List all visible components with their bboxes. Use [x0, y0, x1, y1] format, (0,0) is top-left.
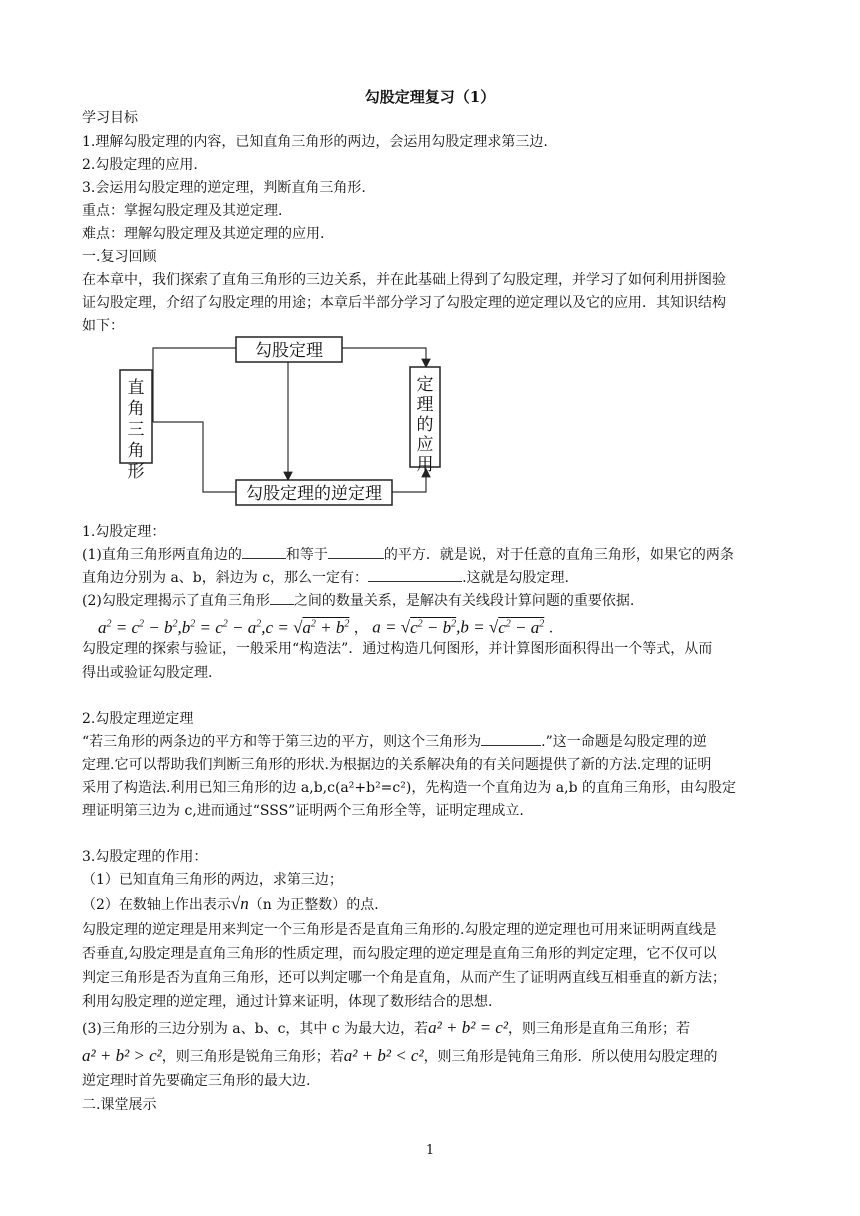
- box-right-triangle-label: 直角三角形: [127, 378, 145, 482]
- section3-para: 利用勾股定理的逆定理，通过计算来证明，体现了数形结合的思想.: [82, 994, 493, 1010]
- box-bottom-label: 勾股定理的逆定理: [246, 484, 382, 504]
- section2-line: 采用了构造法.利用已知三角形的边 a,b,c(a²+b²=c²)，先构造一个直角边为 a,b 的直角三角形，由勾股定: [82, 780, 736, 796]
- page-number: 1: [425, 1143, 435, 1158]
- key-point: 重点：掌握勾股定理及其逆定理.: [82, 203, 283, 219]
- pythagorean-formulas: $a^2 = c^2 - b^2,b^2 = c^2 - a^2,c = √a^2 + b^2$ ， $a = √c^2 - b^2,b = √c^2 - a^2$ .: [98, 617, 554, 637]
- box-application-label: 定理的应用: [416, 375, 434, 475]
- section2-line: 定理.它可以帮助我们判断三角形的形状.为根据边的关系解决角的有关问题提供了新的方法.定理的证明: [82, 757, 712, 773]
- review-intro-line: 在本章中，我们探索了直角三角形的三边关系，并在此基础上得到了勾股定理，并学习了如何利用拼图验: [82, 272, 726, 288]
- classroom-heading: 二.课堂展示: [82, 1097, 157, 1113]
- review-intro-line: 证勾股定理，介绍了勾股定理的用途；本章后半部分学习了勾股定理的逆定理以及它的应用．其知识结构: [82, 295, 726, 311]
- sqrt-n: √n: [230, 894, 249, 913]
- section3-item3-line1: (3)三角形的三边分别为 a、b、c，其中 c 为最大边，若a² + b² = c²，则三角形是直角三角形；若: [82, 1018, 690, 1037]
- difficulty: 难点：理解勾股定理及其逆定理的应用.: [82, 226, 325, 242]
- section2-heading: 2.勾股定理逆定理: [82, 711, 194, 727]
- section3-item1: （1）已知直角三角形的两边，求第三边；: [82, 872, 343, 888]
- section3-para: 勾股定理的逆定理是用来判定一个三角形是否是直角三角形的.勾股定理的逆定理也可用来证明两直线是: [82, 922, 717, 938]
- section1-line1: (1)直角三角形两直角边的 和等于 的平方．就是说，对于任意的直角三角形，如果它的两条: [82, 543, 734, 567]
- box-top-label: 勾股定理: [255, 341, 323, 361]
- objective-item: 3.会运用勾股定理的逆定理，判断直角三角形.: [82, 180, 366, 196]
- box-converse-theorem: [236, 480, 392, 505]
- box-theorem-application: [410, 367, 440, 475]
- section1-line2: 直角边分别为 a、b，斜边为 c，那么一定有： .这就是勾股定理.: [82, 566, 569, 590]
- objective-item: 1.理解勾股定理的内容，已知直角三角形的两边，会运用勾股定理求第三边.: [82, 134, 548, 150]
- section3-para: 判定三角形是否为直角三角形，还可以判定哪一个角是直角，从而产生了证明两直线互相垂直的新方法；: [82, 970, 726, 986]
- section2-line: 理证明第三边为 c,进而通过“SSS”证明两个三角形全等，证明定理成立.: [82, 803, 524, 819]
- section3-item3-line2: a² + b² > c²，则三角形是锐角三角形；若a² + b² < c²，则三角形是钝角三角形．所以使用勾股定理的: [82, 1046, 718, 1065]
- method-line: 得出或验证勾股定理.: [82, 665, 213, 681]
- method-line: 勾股定理的探索与验证，一般采用“构造法”．通过构造几何图形，并计算图形面积得出一个等式，从而: [82, 641, 713, 657]
- section3-para: 否垂直,勾股定理是直角三角形的性质定理，而勾股定理的逆定理是直角三角形的判定定理，它不仅可以: [82, 946, 717, 962]
- page-title: 勾股定理复习（1）: [364, 88, 496, 106]
- section3-item3-line3: 逆定理时首先要确定三角形的最大边.: [82, 1073, 311, 1089]
- box-right-triangle: [120, 370, 152, 482]
- review-heading: 一.复习回顾: [82, 249, 157, 265]
- box-pythagorean-theorem: [236, 337, 342, 362]
- section3-item2: （2）在数轴上作出表示√n（n 为正整数）的点.: [82, 894, 379, 913]
- knowledge-structure-diagram: [110, 330, 450, 510]
- section2-line: “若三角形的两条边的平方和等于第三边的平方，则这个三角形为 .”这一命题是勾股定理的逆: [82, 730, 707, 754]
- formula-b: $a = √c^2 - b^2,b = √c^2 - a^2$: [372, 617, 545, 637]
- section3-heading: 3.勾股定理的作用：: [82, 849, 208, 865]
- objective-item: 2.勾股定理的应用.: [82, 157, 198, 173]
- diagram-connectors: [153, 348, 426, 492]
- objectives-heading: 学习目标: [82, 110, 138, 126]
- section1-heading: 1.勾股定理：: [82, 524, 166, 540]
- review-intro-line: 如下：: [82, 318, 124, 334]
- formula-a: $a^2 = c^2 - b^2,b^2 = c^2 - a^2,c = √a^2 + b^2$: [98, 617, 350, 637]
- section1-line3: (2)勾股定理揭示了直角三角形 之间的数量关系，是解决有关线段计算问题的重要依据.: [82, 589, 634, 613]
